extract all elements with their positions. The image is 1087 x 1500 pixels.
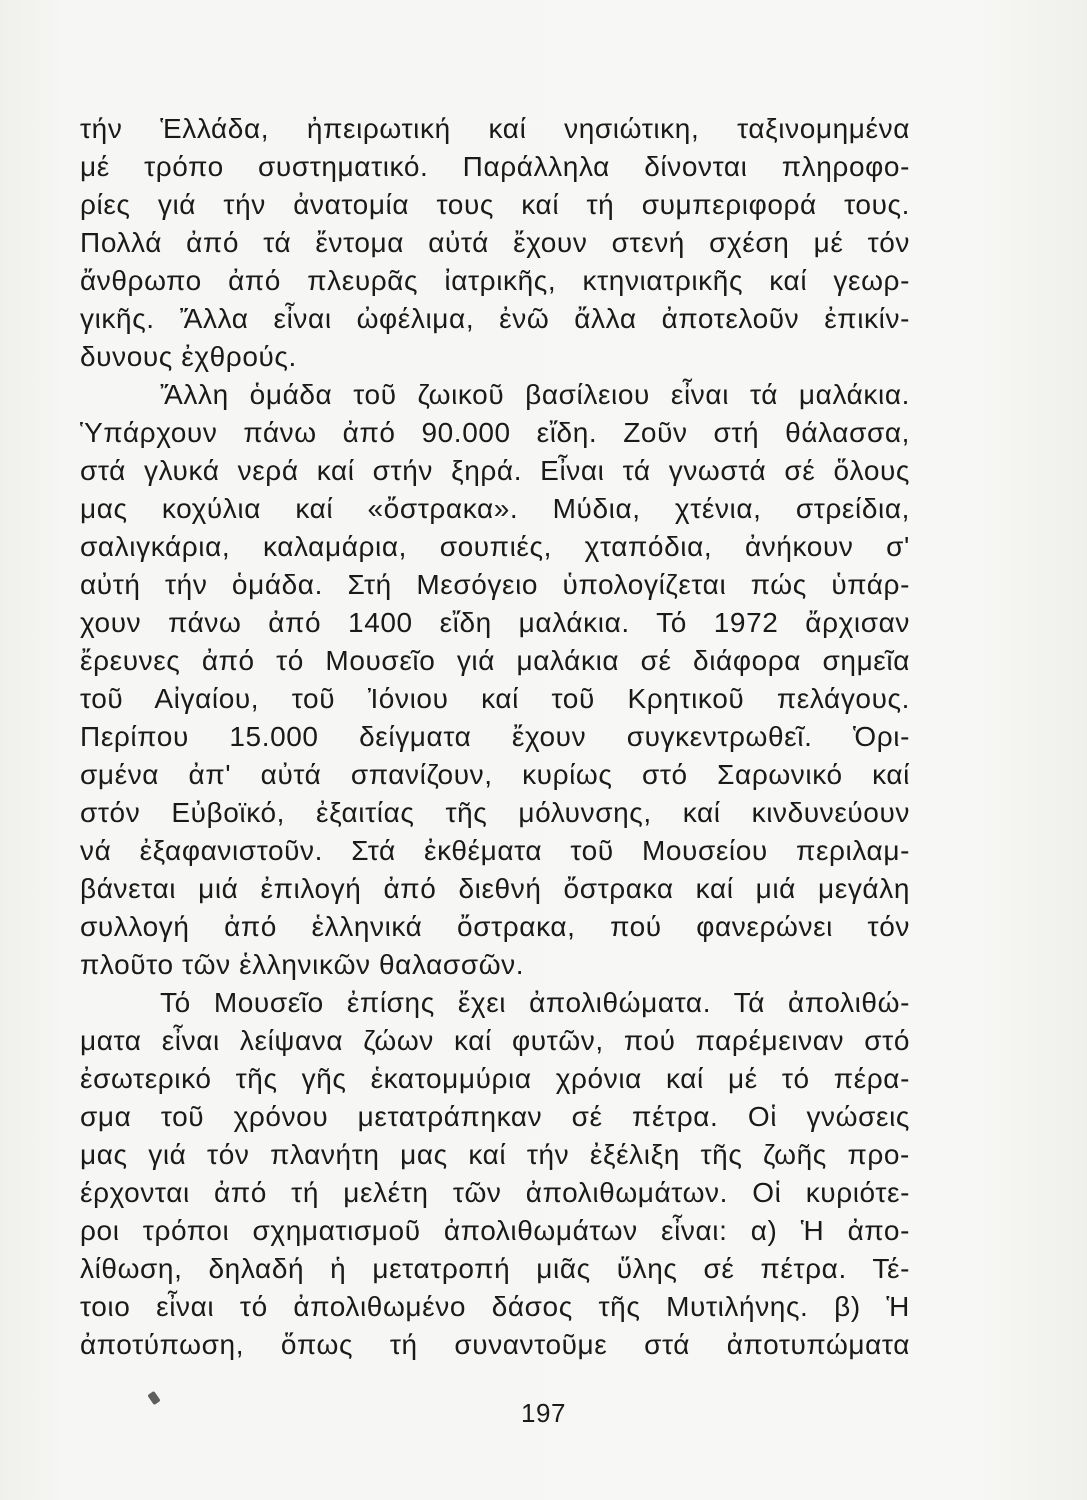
text-line: συλλογή ἀπό ἑλληνικά ὄστρακα, πού φανερώνει τόν: [80, 911, 910, 942]
text-line: ροι τρόποι σχηματισμοῦ ἀπολιθωμάτων εἶναι: α) Ἡ ἀπο-: [80, 1215, 910, 1246]
text-line: ματα εἶναι λείψανα ζώων καί φυτῶν, πού παρέμειναν στό: [80, 1025, 910, 1056]
text-line: μέ τρόπο συστηματικό. Παράλληλα δίνονται πληροφο-: [80, 151, 910, 182]
text-line: ἐσωτερικό τῆς γῆς ἑκατομμύρια χρόνια καί μέ τό πέρα-: [80, 1063, 910, 1094]
text-line: Περίπου 15.000 δείγματα ἔχουν συγκεντρωθεῖ. Ὁρι-: [80, 721, 910, 752]
text-line: δυνους ἐχθρούς.: [80, 341, 297, 372]
text-line: στά γλυκά νερά καί στήν ξηρά. Εἶναι τά γνωστά σέ ὅλους: [80, 455, 910, 486]
text-line: γικῆς. Ἄλλα εἶναι ὠφέλιμα, ἐνῶ ἄλλα ἀποτελοῦν ἐπικίν-: [80, 303, 910, 334]
text-line: Ὑπάρχουν πάνω ἀπό 90.000 εἴδη. Ζοῦν στή θάλασσα,: [80, 417, 910, 448]
text-line: έρχονται ἀπό τή μελέτη τῶν ἀπολιθωμάτων. Οἱ κυριότε-: [80, 1177, 910, 1208]
text-line: τοῦ Αἰγαίου, τοῦ Ἰόνιου καί τοῦ Κρητικοῦ πελάγους.: [80, 683, 910, 714]
text-line: Πολλά ἀπό τά ἔντομα αὐτά ἔχουν στενή σχέση μέ τόν: [80, 227, 910, 258]
text-line: αὐτή τήν ὁμάδα. Στή Μεσόγειο ὑπολογίζεται πώς ὑπάρ-: [80, 569, 910, 600]
text-line: στόν Εὐβοϊκό, ἐξαιτίας τῆς μόλυνσης, καί κινδυνεύουν: [80, 797, 910, 828]
text-line: μας γιά τόν πλανήτη μας καί τήν ἐξέλιξη τῆς ζωῆς προ-: [80, 1139, 910, 1170]
text-line: νά ἐξαφανιστοῦν. Στά ἐκθέματα τοῦ Μουσείου περιλαμ-: [80, 835, 910, 866]
text-line: λίθωση, δηλαδή ἡ μετατροπή μιᾶς ὕλης σέ πέτρα. Τέ-: [80, 1253, 910, 1284]
text-line: σμα τοῦ χρόνου μετατράπηκαν σέ πέτρα. Οἱ γνώσεις: [80, 1101, 910, 1132]
text-line: σμένα ἀπ' αὐτά σπανίζουν, κυρίως στό Σαρωνικό καί: [80, 759, 910, 790]
text-line: χουν πάνω ἀπό 1400 εἴδη μαλάκια. Τό 1972 ἄρχισαν: [80, 607, 910, 638]
text-line: βάνεται μιά ἐπιλογή ἀπό διεθνή ὄστρακα καί μιά μεγάλη: [80, 873, 910, 904]
paragraph-first-line: Ἄλλη ὁμάδα τοῦ ζωικοῦ βασίλειου εἶναι τά μαλάκια.: [160, 379, 910, 410]
body-text: [80, 110, 910, 1364]
text-line: ἄνθρωπο ἀπό πλευρᾶς ἰατρικῆς, κτηνιατρικῆς καί γεωρ-: [80, 265, 910, 296]
text-line: σαλιγκάρια, καλαμάρια, σουπιές, χταπόδια, ἀνήκουν σ': [80, 531, 910, 562]
paragraph-first-line: Τό Μουσεῖο ἐπίσης ἔχει ἀπολιθώματα. Τά ἀπολιθώ-: [160, 987, 910, 1018]
text-line: ρίες γιά τήν ἀνατομία τους καί τή συμπεριφορά τους.: [80, 189, 910, 220]
text-line: τοιο εἶναι τό ἀπολιθωμένο δάσος τῆς Μυτιλήνης. β) Ἡ: [80, 1291, 910, 1322]
text-line: ἔρευνες ἀπό τό Μουσεῖο γιά μαλάκια σέ διάφορα σημεῖα: [80, 645, 910, 676]
text-line: μας κοχύλια καί «ὄστρακα». Μύδια, χτένια, στρείδια,: [80, 493, 910, 524]
page-number: 197: [521, 1398, 566, 1428]
text-line: πλοῦτο τῶν ἑλληνικῶν θαλασσῶν.: [80, 949, 525, 980]
text-line: τήν Ἑλλάδα, ἠπειρωτική καί νησιώτικη, ταξινομημένα: [80, 113, 910, 144]
text-line: ἀποτύπωση, ὅπως τή συναντοῦμε στά ἀποτυπώματα: [80, 1329, 910, 1360]
